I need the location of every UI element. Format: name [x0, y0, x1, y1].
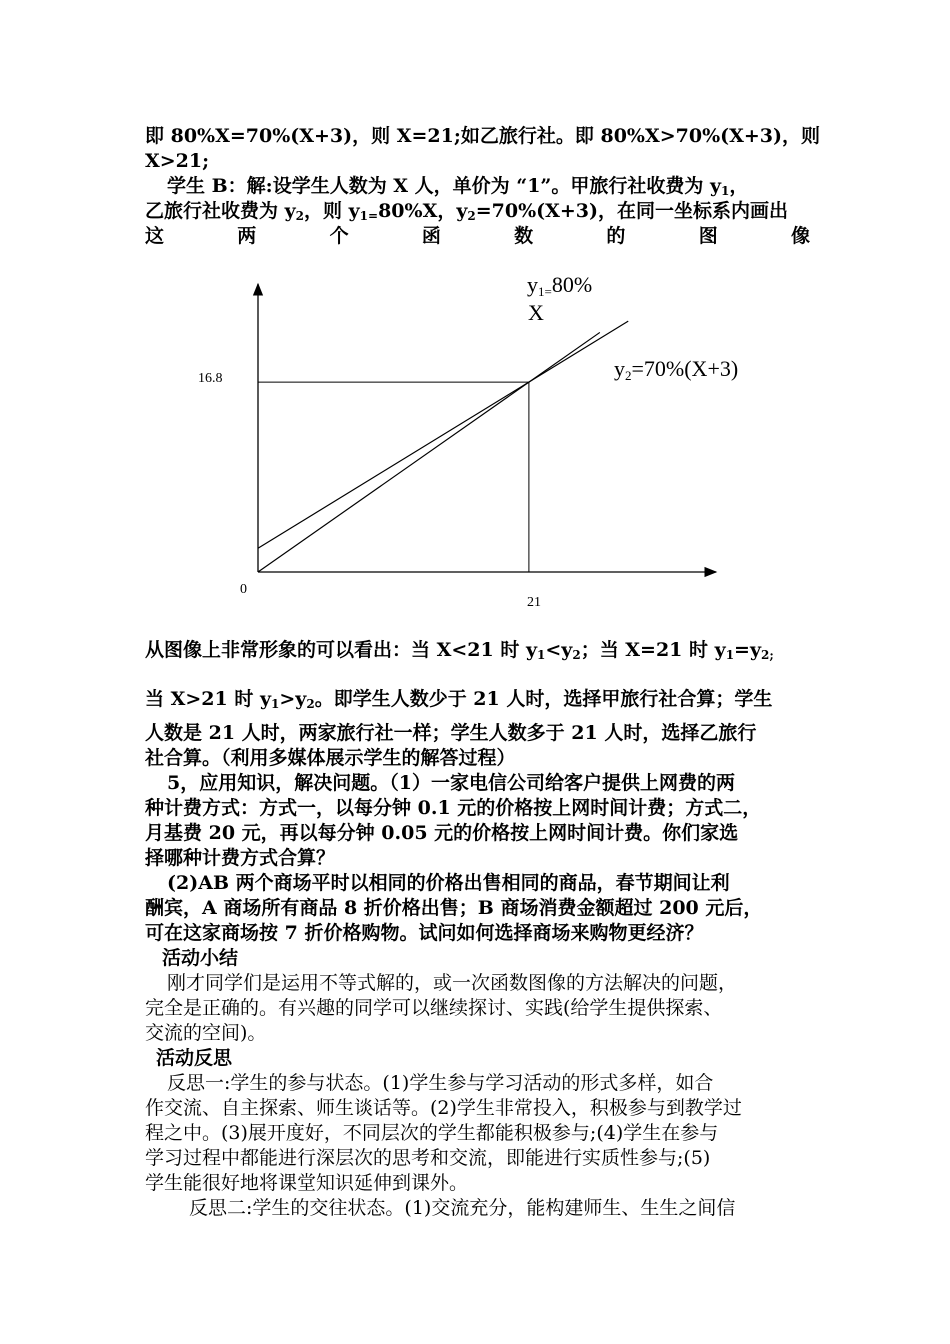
summary-heading: 活动小结: [162, 947, 239, 969]
section5-line1: 5，应用知识，解决问题。（1）一家电信公司给客户提供上网费的两: [167, 772, 735, 794]
summary-line2: 完全是正确的。有兴趣的同学可以继续探讨、实践(给学生提供探索、: [145, 997, 723, 1019]
reflection-line5: 学生能很好地将课堂知识延伸到课外。: [145, 1172, 469, 1194]
section5-line4: 择哪种计费方式合算？: [145, 847, 336, 869]
student-b-line3: 这 两 个 函 数 的 图 像: [145, 225, 810, 247]
y1-label: y1=80%: [527, 272, 593, 299]
series-line-y1: [258, 332, 600, 572]
section5-line6: 酬宾，A 商场所有商品 8 折价格出售；B 商场消费金额超过 200 元后，: [145, 897, 763, 919]
student-b-line2: 乙旅行社收费为 $y_2$，则 $y_{1=}80\%X$，$y_2=70\%(X+3)$，在同一坐标系内画出: [145, 200, 788, 223]
summary-line1: 刚才同学们是运用不等式解的，或一次函数图像的方法解决的问题，: [167, 972, 738, 994]
para1-line1: 即 80%X=70%(X+3)，则 X=21;如乙旅行社。即 80%X>70%(X+3)，则: [145, 125, 820, 147]
function-graph: [180, 262, 780, 622]
y2-label: y2=70%(X+3): [614, 356, 739, 383]
series-line-y2: [258, 321, 628, 548]
x-tick-label: 21: [527, 595, 541, 610]
reflection-heading: 活动反思: [156, 1047, 233, 1069]
reflection-line2: 作交流、自主探索、师生谈话等。(2)学生非常投入，积极参与到教学过: [145, 1097, 742, 1119]
reflection-line6: 反思二:学生的交往状态。(1)交流充分，能构建师生、生生之间信: [189, 1197, 736, 1219]
reflection-line1: 反思一:学生的参与状态。(1)学生参与学习活动的形式多样，如合: [167, 1072, 714, 1094]
para2-line2: 当 X>21 时 $y_1>y_2$。即学生人数少于 21 人时，选择甲旅行社合算；学生: [145, 688, 773, 711]
reflection-line4: 学习过程中都能进行深层次的思考和交流，即能进行实质性参与;(5): [145, 1147, 711, 1169]
summary-line3: 交流的空间)。: [145, 1022, 267, 1044]
para2-line4: 社合算。（利用多媒体展示学生的解答过程）: [145, 747, 516, 769]
y-tick-label: 16.8: [198, 371, 223, 386]
section5-line2: 种计费方式：方式一，以每分钟 0.1 元的价格按上网时间计费；方式二，: [145, 797, 762, 819]
para1-line2: X>21;: [145, 150, 210, 172]
reflection-line3: 程之中。(3)展开度好，不同层次的学生都能积极参与;(4)学生在参与: [145, 1122, 719, 1144]
y1-label-x: X: [528, 300, 544, 325]
para2-line1: 从图像上非常形象的可以看出：当 X<21 时 $y_1<y_2$；当 X=21 时 $y_1=y_{2;}$: [145, 639, 774, 662]
section5-line7: 可在这家商场按 7 折价格购物。试问如何选择商场来购物更经济？: [145, 922, 704, 944]
student-b-line1: 学生 B：解:设学生人数为 X 人，单价为 “1”。甲旅行社收费为 $y_1$，: [167, 175, 749, 198]
origin-label: 0: [240, 582, 247, 597]
section5-line3: 月基费 20 元，再以每分钟 0.05 元的价格按上网时间计费。你们家选: [145, 822, 739, 844]
para2-line3: 人数是 21 人时，两家旅行社一样；学生人数多于 21 人时，选择乙旅行: [145, 722, 757, 744]
section5-line5: (2)AB 两个商场平时以相同的价格出售相同的商品，春节期间让利: [167, 872, 730, 894]
